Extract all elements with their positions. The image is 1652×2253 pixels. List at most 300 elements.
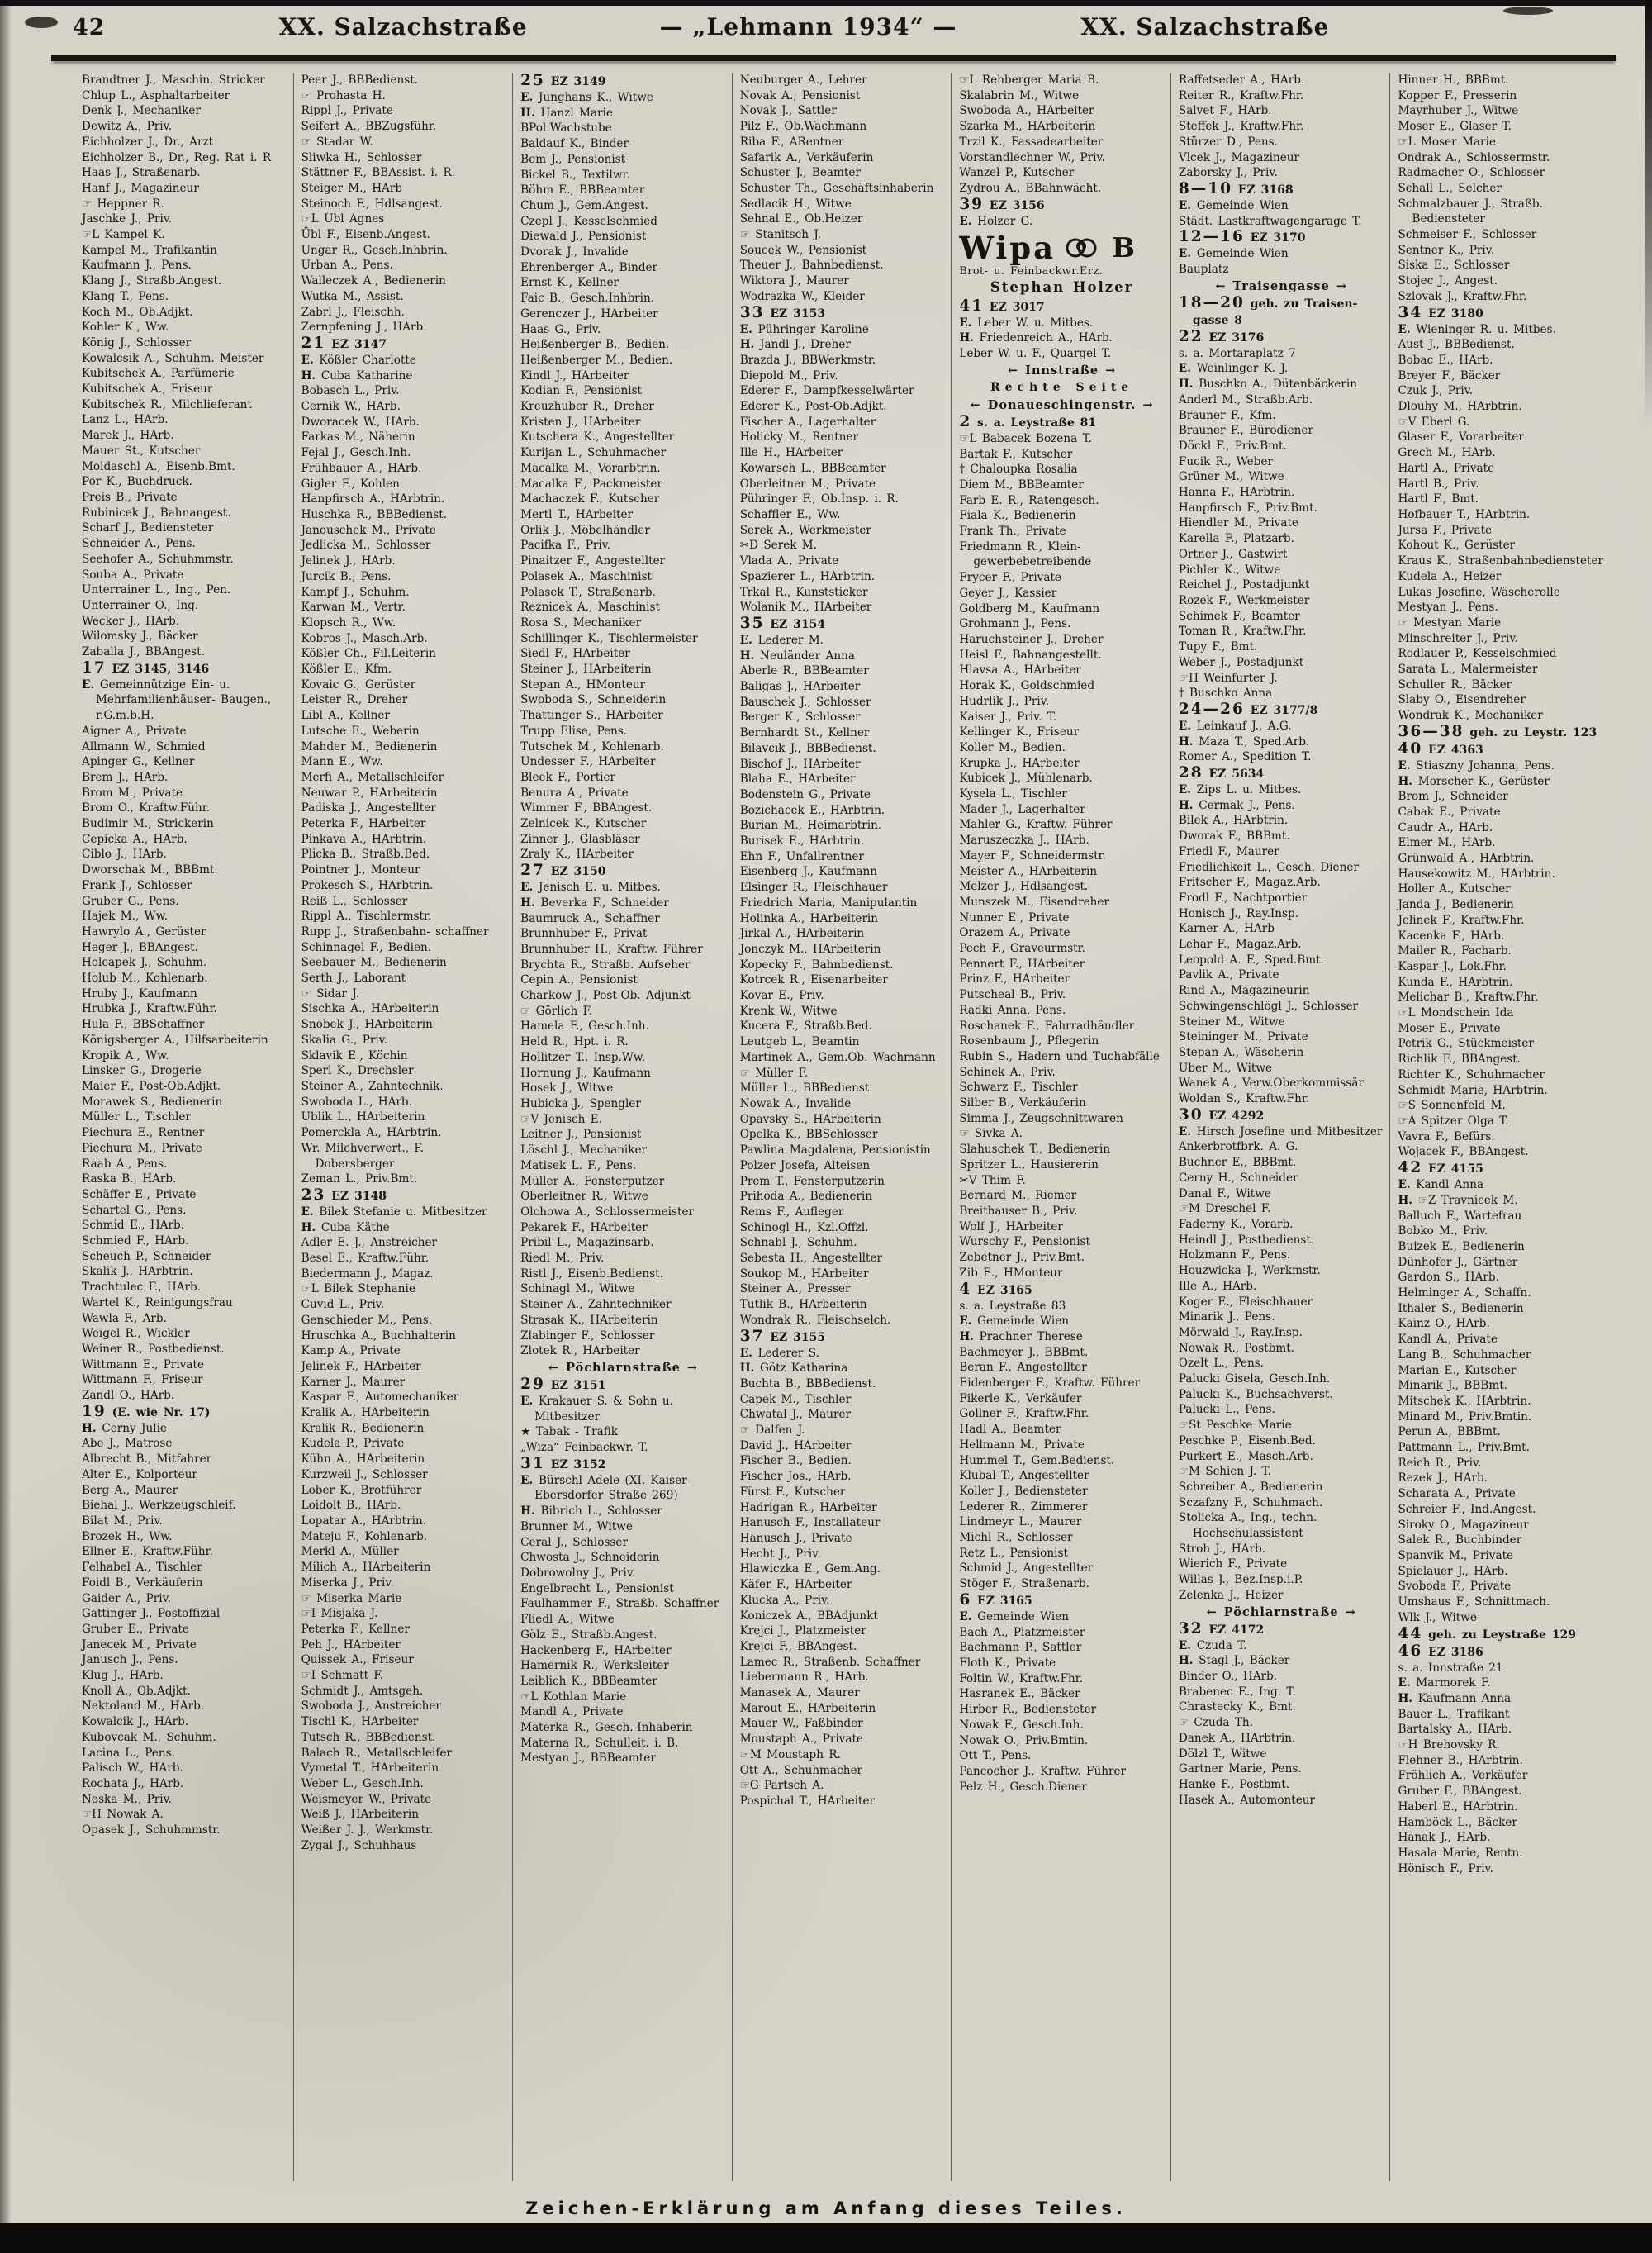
- directory-entry: Rubin S., Hadern und Tuchabfälle: [959, 1049, 1160, 1063]
- directory-entry: Jonczyk M., HArbeiterin: [739, 942, 881, 956]
- house-number: 27: [520, 862, 545, 880]
- directory-entry: Kößler Ch., Fil.Leiterin: [301, 647, 436, 661]
- directory-entry: Krejci J., Platzmeister: [739, 1624, 866, 1638]
- directory-entry: Tutschek M., Kohlenarb.: [520, 739, 664, 753]
- directory-entry: Hlawiczka E., Gem.Ang.: [739, 1562, 881, 1576]
- owner-tenant-marker: H.: [1398, 1691, 1418, 1705]
- directory-entry: Frühbauer A., HArb.: [301, 461, 422, 475]
- side-heading: Rechte Seite: [990, 380, 1134, 394]
- directory-entry: Kampf J., Schuhm.: [301, 585, 410, 599]
- directory-entry: Schartel G., Pens.: [82, 1203, 187, 1217]
- directory-entry: Mann E., Ww.: [301, 755, 383, 769]
- directory-entry: Weißer J. J., Werkmstr.: [301, 1823, 434, 1837]
- directory-entry: Houzwicka J., Werkmstr.: [1178, 1264, 1321, 1278]
- directory-entry: Maier F., Post-Ob.Adjkt.: [82, 1080, 221, 1093]
- directory-entry: Vymetal T., HArbeiterin: [301, 1761, 439, 1775]
- house-number-entry: 12—16 EZ 3170: [1178, 228, 1306, 246]
- directory-entry: Holcapek J., Schuhm.: [82, 956, 207, 970]
- house-number: 35: [739, 614, 765, 632]
- directory-entry: Ott T., Pens.: [959, 1749, 1032, 1763]
- directory-entry: Hecht J., Priv.: [739, 1547, 821, 1561]
- directory-entry: ☞M Schien J. T.: [1178, 1465, 1271, 1479]
- directory-entry: Alter E., Kolporteur: [82, 1467, 197, 1481]
- directory-entry: Foidl B., Verkäuferin: [82, 1576, 203, 1590]
- directory-entry: Siroky O., Magazineur: [1398, 1518, 1529, 1532]
- owner-tenant-marker: H.: [82, 1421, 102, 1435]
- directory-entry: Opelka K., BBSchlosser: [739, 1128, 878, 1142]
- owner-tenant-marker: E.: [520, 1473, 539, 1487]
- directory-entry: Kaspar J., Lok.Fhr.: [1398, 959, 1507, 973]
- directory-entry: Hanusch J., Private: [739, 1531, 852, 1545]
- directory-entry: Unterrainer L., Ing., Pen.: [82, 583, 231, 597]
- owner-tenant-marker: E.: [1178, 783, 1197, 797]
- directory-entry: Reich R., Priv.: [1398, 1456, 1482, 1470]
- directory-entry: Kohout K., Gerüster: [1398, 539, 1516, 553]
- directory-entry: Elmer M., HArb.: [1398, 836, 1496, 850]
- directory-entry: Moustaph A., Private: [739, 1733, 863, 1747]
- directory-entry: Käfer F., HArbeiter: [739, 1578, 852, 1592]
- directory-entry: Hula F., BBSchaffner: [82, 1018, 205, 1032]
- house-number-entry: 36—38 geh. zu Leystr. 123: [1398, 722, 1597, 740]
- directory-entry: Schuster J., Beamter: [739, 166, 861, 180]
- directory-entry: Lindmeyr L., Maurer: [959, 1515, 1082, 1529]
- owner-tenant-marker: E.: [1178, 198, 1197, 212]
- directory-entry: Vavra F., Befürs.: [1398, 1129, 1495, 1143]
- directory-entry: Hartl A., Private: [1398, 461, 1495, 475]
- directory-entry: Lederer R., Zimmerer: [959, 1500, 1088, 1514]
- directory-entry: Mateju F., Kohlenarb.: [301, 1529, 428, 1543]
- directory-entry: Gollner F., Kraftw.Fhr.: [959, 1407, 1089, 1421]
- directory-entry: Goldberg M., Kaufmann: [959, 601, 1100, 616]
- directory-entry: Wartel K., Reinigungsfrau: [82, 1295, 233, 1309]
- directory-entry: Friedl F., Maurer: [1178, 844, 1279, 858]
- directory-entry: Diem M., BBBeamter: [959, 478, 1084, 492]
- directory-entry: Hawrylo A., Gerüster: [82, 924, 206, 939]
- directory-entry: Ille A., HArb.: [1178, 1279, 1257, 1293]
- directory-entry: Trzil K., Fassadearbeiter: [959, 135, 1104, 149]
- directory-entry: Kubitschek A., Parfümerie: [82, 367, 235, 381]
- directory-entry: Hubicka J., Spengler: [520, 1097, 641, 1110]
- directory-entry: Brom O., Kraftw.Führ.: [82, 801, 211, 815]
- owner-tenant-marker: H.: [739, 1362, 761, 1376]
- directory-entry: Undesser F., HArbeiter: [520, 755, 656, 769]
- directory-entry: Brom M., Private: [82, 786, 183, 800]
- directory-entry: König J., Schlosser: [82, 335, 192, 349]
- directory-entry: Pinkava A., HArbtrin.: [301, 832, 427, 846]
- directory-entry: Hanna F., HArbtrin.: [1178, 486, 1295, 500]
- directory-entry: Mader J., Lagerhalter: [959, 802, 1085, 816]
- directory-entry: Burian M., Heimarbtrin.: [739, 819, 882, 833]
- directory-entry: Sischka A., HArbeiterin: [301, 1002, 439, 1016]
- directory-entry: Bodenstein G., Private: [739, 787, 871, 801]
- directory-entry: Palisch W., HArb.: [82, 1761, 183, 1775]
- directory-entry: Schmid E., HArb.: [82, 1219, 185, 1233]
- directory-entry: Stojec J., Angest.: [1398, 274, 1498, 288]
- directory-entry: Holzmann F., Pens.: [1178, 1248, 1291, 1262]
- directory-entry: Farb E. R., Ratengesch.: [959, 493, 1099, 507]
- directory-entry: Souba A., Private: [82, 568, 184, 582]
- directory-entry: Mahler G., Kraftw. Führer: [959, 818, 1113, 832]
- directory-entry: Czepl J., Kesselschmied: [520, 214, 657, 228]
- directory-entry: Merkl A., Müller: [301, 1545, 399, 1559]
- directory-entry: ☞H Nowak A.: [82, 1808, 164, 1822]
- directory-entry: H. Stagl J., Bäcker: [1178, 1654, 1290, 1668]
- directory-entry: Brychta R., Straßb. Aufseher: [520, 958, 691, 972]
- house-number: 18—20: [1178, 293, 1245, 311]
- house-number: 33: [739, 303, 765, 321]
- directory-entry: Koger E., Fleischhauer: [1178, 1295, 1313, 1309]
- directory-entry: Janusch J., Pens.: [82, 1653, 178, 1667]
- directory-entry: Jirkal A., HArbeiterin: [739, 927, 865, 941]
- directory-entry: Svoboda F., Private: [1398, 1580, 1512, 1594]
- directory-entry: Besel E., Kraftw.Führ.: [301, 1252, 430, 1266]
- directory-entry: E. Lederer M.: [739, 633, 824, 647]
- directory-entry: ☞ Heppner R.: [82, 197, 164, 211]
- directory-entry: Kralik R., Bedienerin: [301, 1421, 425, 1435]
- directory-entry: Friedmann R., Kleingewerbebetreibende: [959, 539, 1092, 569]
- directory-entry: Peterka F., Kellner: [301, 1622, 410, 1636]
- directory-entry: ☞ Prohasta H.: [301, 88, 386, 102]
- directory-entry: Radki Anna, Pens.: [959, 1003, 1066, 1017]
- directory-entry: Dworacek W., HArb.: [301, 415, 420, 429]
- directory-entry: Polzer Josefa, Alteisen: [739, 1158, 871, 1172]
- directory-entry: Hinner H., BBBmt.: [1398, 74, 1509, 87]
- directory-entry: Kowalcsik A., Schuhm. Meister: [82, 351, 264, 365]
- directory-entry: Pavlik A., Private: [1178, 968, 1279, 982]
- house-number-entry: 25 EZ 3149: [520, 73, 606, 89]
- directory-entry: Slaby O., Eisendreher: [1398, 693, 1526, 707]
- directory-entry: Umshaus F., Schnittmach.: [1398, 1595, 1550, 1609]
- directory-entry: Wolf J., HArbeiter: [959, 1219, 1063, 1233]
- directory-entry: Stürzer D., Pens.: [1178, 135, 1278, 149]
- directory-entry: Hanak J., HArb.: [1398, 1831, 1491, 1845]
- directory-entry: Haruchsteiner J., Dreher: [959, 632, 1104, 646]
- directory-entry: Lopatar A., HArbtrin.: [301, 1514, 427, 1528]
- directory-entry: Kurijan L., Schuhmacher: [520, 446, 667, 460]
- directory-entry: Nunner E., Private: [959, 910, 1070, 924]
- house-number: 34: [1398, 303, 1423, 321]
- directory-entry: E. Jenisch E. u. Mitbes.: [520, 881, 661, 895]
- directory-entry: Heindl J., Postbedienst.: [1178, 1233, 1315, 1247]
- directory-entry: Wolanik M., HArbeiter: [739, 601, 872, 615]
- directory-entry: Mitschek K., HArbtrin.: [1398, 1394, 1531, 1408]
- street-crossref: ← Innstraße →: [1007, 363, 1117, 378]
- owner-tenant-marker: E.: [301, 1205, 320, 1219]
- directory-entry: Fischer A., Lagerhalter: [739, 415, 876, 429]
- directory-entry: Minarik J., Pens.: [1178, 1310, 1275, 1324]
- directory-entry: Janda J., Bedienerin: [1398, 898, 1514, 912]
- directory-entry: Kubovcak M., Schuhm.: [82, 1730, 216, 1744]
- directory-entry: Gruber G., Pens.: [82, 894, 179, 908]
- directory-entry: Bilek A., HArbtrin.: [1178, 814, 1289, 828]
- directory-entry: E. Gemeinde Wien: [1178, 198, 1289, 212]
- directory-entry: Grohmann J., Pens.: [959, 617, 1071, 631]
- directory-entry: Hosek J., Witwe: [520, 1081, 614, 1096]
- directory-entry: Merfi A., Metallschleifer: [301, 770, 444, 784]
- owner-tenant-marker: E.: [520, 881, 539, 895]
- directory-entry: Matisek L. F., Pens.: [520, 1158, 637, 1172]
- directory-entry: Gruber E., Private: [82, 1622, 189, 1636]
- directory-entry: Hlavsa A., HArbeiter: [959, 663, 1081, 677]
- directory-entry: Salek R., Buchbinder: [1398, 1533, 1522, 1547]
- directory-entry: Rubinicek J., Bahnangest.: [82, 506, 231, 520]
- directory-entry: Städt. Lastkraftwagengarage T.: [1178, 214, 1362, 228]
- directory-entry: Fürst F., Kutscher: [739, 1485, 846, 1499]
- scan-edge-right: [1645, 0, 1652, 430]
- directory-entry: Kobros J., Masch.Arb.: [301, 631, 428, 645]
- directory-entry: H. ☞Z Travnicek M.: [1398, 1193, 1518, 1207]
- directory-entry: Kaufmann J., Pens.: [82, 259, 192, 273]
- directory-entry: Hadrigan R., HArbeiter: [739, 1500, 877, 1514]
- directory-entry: Kowarsch L., BBBeamter: [739, 461, 886, 475]
- directory-entry: Stroh J., HArb.: [1178, 1542, 1265, 1556]
- directory-entry: Kodian F., Pensionist: [520, 384, 643, 398]
- directory-entry: Eisenberg J., Kaufmann: [739, 865, 877, 879]
- directory-entry: Ungar R., Gesch.Inhbrin.: [301, 243, 448, 257]
- directory-entry: Krejci F., BBAngest.: [739, 1639, 857, 1653]
- house-number-entry: 8—10 EZ 3168: [1178, 179, 1294, 197]
- directory-entry: Prokesch S., HArbtrin.: [301, 878, 434, 892]
- directory-entry: Glaser F., Vorarbeiter: [1398, 430, 1524, 444]
- directory-entry: Horak K., Goldschmied: [959, 679, 1095, 693]
- house-number: 24—26: [1178, 700, 1245, 718]
- owner-tenant-marker: H.: [959, 1329, 980, 1343]
- directory-entry: Kovaic G., Gerüster: [301, 677, 416, 692]
- directory-entry: Leitner J., Pensionist: [520, 1128, 642, 1142]
- directory-entry: Lehar F., Magaz.Arb.: [1178, 938, 1302, 952]
- pretzel-logo-icon: [1062, 235, 1105, 260]
- directory-entry: Vlcek J., Magazineur: [1178, 150, 1300, 164]
- directory-entry: Swoboda J., Anstreicher: [301, 1699, 441, 1714]
- directory-entry: Friedlichkeit L., Gesch. Diener: [1178, 860, 1359, 874]
- directory-entry: Wanzel P., Kutscher: [959, 166, 1075, 180]
- directory-entry: Faulhammer F., Straßb. Schaffner: [520, 1597, 719, 1611]
- house-number-entry: 35 EZ 3154: [739, 614, 826, 632]
- directory-entry: Holinka A., HArbeiterin: [739, 911, 879, 925]
- directory-entry: Zygal J., Schuhhaus: [301, 1838, 417, 1852]
- directory-entry: Bachmeyer J., BBBmt.: [959, 1345, 1089, 1359]
- directory-entry: H. Kaufmann Anna: [1398, 1691, 1512, 1705]
- directory-entry: † Chaloupka Rosalia: [959, 463, 1078, 477]
- directory-entry: Szlovak J., Kraftw.Fhr.: [1398, 289, 1527, 303]
- directory-entry: Ristl J., Eisenb.Bedienst.: [520, 1267, 663, 1281]
- directory-entry: Nowak R., Postbmt.: [1178, 1341, 1295, 1355]
- directory-entry: Peh J., HArbeiter: [301, 1637, 401, 1652]
- directory-entry: Schuller R., Bäcker: [1398, 677, 1512, 692]
- directory-entry: Böhm E., BBBeamter: [520, 183, 645, 197]
- directory-entry: Dünhofer J., Gärtner: [1398, 1255, 1518, 1269]
- scan-smudge: [25, 17, 58, 28]
- directory-columns: [74, 73, 1609, 2181]
- directory-entry: Wojacek F., BBAngest.: [1398, 1145, 1529, 1159]
- directory-entry: Wodrazka W., Kleider: [739, 289, 865, 303]
- directory-entry: ☞ Stanitsch J.: [739, 228, 822, 242]
- directory-entry: Michl R., Schlosser: [959, 1531, 1073, 1545]
- directory-entry: ☞St Peschke Marie: [1178, 1419, 1292, 1433]
- directory-entry: Scheuch P., Schneider: [82, 1249, 211, 1263]
- house-number: 28: [1178, 764, 1203, 782]
- directory-entry: Cabak E., Private: [1398, 805, 1501, 819]
- house-number-entry: 46 EZ 3186: [1398, 1642, 1483, 1660]
- directory-entry: Ederer K., Post-Ob.Adjkt.: [739, 400, 887, 414]
- directory-entry: ☞V Jenisch E.: [520, 1112, 602, 1126]
- directory-entry: Cuvid L., Priv.: [301, 1298, 385, 1312]
- directory-entry: Hummel T., Gem.Bedienst.: [959, 1453, 1115, 1467]
- directory-entry: Mauer St., Kutscher: [82, 444, 201, 458]
- directory-entry: E. Hirsch Josefine und Mitbesitzer: [1178, 1124, 1383, 1138]
- directory-entry: ☞ Dalfen J.: [739, 1424, 805, 1438]
- directory-entry: ☞L Kampel K.: [82, 228, 165, 242]
- directory-entry: Lukas Josefine, Wäscherolle: [1398, 585, 1560, 599]
- directory-entry: Aust J., BBBedienst.: [1398, 338, 1515, 352]
- directory-entry: Marian E., Kutscher: [1398, 1363, 1517, 1377]
- house-number: 32: [1178, 1619, 1203, 1637]
- directory-entry: Ellner E., Kraftw.Führ.: [82, 1545, 213, 1559]
- directory-entry: Kubicek J., Mühlenarb.: [959, 772, 1093, 786]
- directory-entry: Woldan S., Kraftw.Fhr.: [1178, 1092, 1310, 1106]
- directory-entry: Bobasch L., Priv.: [301, 384, 400, 398]
- directory-entry: ☞M Moustaph R.: [739, 1747, 841, 1761]
- directory-entry: Vorstandlechner W., Priv.: [959, 150, 1105, 164]
- header-street-left: XX. Salzachstraße: [278, 13, 528, 40]
- directory-entry: E. Holzer G.: [959, 214, 1033, 228]
- directory-entry: s. a. Mortaraplatz 7: [1178, 346, 1296, 360]
- directory-entry: Bauschek J., Schlosser: [739, 695, 871, 709]
- directory-entry: Sczafzny F., Schuhmach.: [1178, 1495, 1323, 1509]
- directory-entry: Rems F., Aufleger: [739, 1205, 844, 1219]
- directory-entry: Hollitzer T., Insp.Ww.: [520, 1050, 646, 1064]
- owner-tenant-marker: E.: [82, 677, 100, 692]
- directory-entry: Lamec R., Straßenb. Schaffner: [739, 1655, 921, 1669]
- directory-entry: Thattinger S., HArbeiter: [520, 709, 663, 723]
- directory-entry: Safarik A., Verkäuferin: [739, 150, 874, 164]
- page-number: 42: [73, 15, 106, 40]
- directory-entry: Toman R., Kraftw.Fhr.: [1178, 625, 1307, 639]
- owner-tenant-marker: E.: [520, 1394, 539, 1408]
- directory-entry: Löschl J., Mechaniker: [520, 1143, 648, 1157]
- directory-entry: Hasala Marie, Rentn.: [1398, 1846, 1523, 1860]
- directory-entry: Schreiber A., Bedienerin: [1178, 1480, 1323, 1494]
- directory-entry: Pospichal T., HArbeiter: [739, 1794, 875, 1808]
- house-number: 46: [1398, 1642, 1423, 1660]
- directory-entry: Stepan A., HMonteur: [520, 677, 646, 692]
- footer-note: Zeichen-Erklärung am Anfang dieses Teiles.: [525, 2198, 1127, 2218]
- directory-entry: Rupp J., Straßenbahn- schaffner: [301, 924, 489, 939]
- directory-entry: Bleek F., Portier: [520, 770, 616, 784]
- directory-entry: ☞L Babacek Bozena T.: [959, 431, 1092, 445]
- directory-entry: Hönisch F., Priv.: [1398, 1861, 1493, 1875]
- scan-edge-bottom: [0, 2223, 1652, 2253]
- directory-entry: E. Leinkauf J., A.G.: [1178, 719, 1292, 733]
- directory-entry: ☞ Görlich F.: [520, 1004, 593, 1018]
- directory-entry: Wecker J., HArb.: [82, 614, 180, 628]
- directory-entry: Seebauer M., Bedienerin: [301, 956, 447, 970]
- directory-entry: Koller M., Bedien.: [959, 740, 1066, 754]
- directory-entry: Biedermann J., Magaz.: [301, 1267, 434, 1281]
- directory-entry: Kudela P., Private: [301, 1437, 405, 1451]
- directory-entry: Karner A., HArb: [1178, 922, 1275, 936]
- directory-entry: Ehrenberger A., Binder: [520, 260, 658, 274]
- directory-entry: Weigel R., Wickler: [82, 1327, 190, 1341]
- directory-entry: Morawek S., Bedienerin: [82, 1095, 223, 1109]
- directory-entry: Brunnhuber H., Kraftw. Führer: [520, 942, 703, 956]
- directory-entry: Simma J., Zeugschnittwaren: [959, 1111, 1123, 1125]
- house-number-entry: 37 EZ 3155: [739, 1327, 826, 1345]
- directory-entry: Eidenberger F., Kraftw. Führer: [959, 1376, 1141, 1390]
- owner-tenant-marker: E.: [959, 1314, 978, 1329]
- directory-entry: Mörwald J., Ray.Insp.: [1178, 1325, 1303, 1339]
- directory-entry: Hanpfirsch F., Priv.Bmt.: [1178, 501, 1317, 515]
- directory-entry: Grüner M., Witwe: [1178, 470, 1284, 484]
- directory-entry: Hanke F., Postbmt.: [1178, 1777, 1290, 1791]
- directory-entry: Hajek M., Ww.: [82, 910, 168, 924]
- directory-entry: Orlik J., Möbelhändler: [520, 523, 650, 537]
- directory-entry: Roschanek F., Fahrradhändler: [959, 1019, 1135, 1033]
- directory-entry: ☞L Kothlan Marie: [520, 1690, 627, 1704]
- directory-column: [952, 73, 1171, 2181]
- directory-entry: Hartl B., Priv.: [1398, 477, 1479, 491]
- house-number: 30: [1178, 1105, 1203, 1124]
- directory-entry: Stepan A., Wäscherin: [1178, 1045, 1304, 1059]
- house-number-entry: 2 s. a. Leystraße 81: [959, 412, 1097, 430]
- directory-entry: Steinoch F., Hdlsangest.: [301, 197, 443, 211]
- directory-entry: Mandl A., Private: [520, 1705, 624, 1719]
- directory-entry: E. Gemeinde Wien: [1178, 247, 1289, 261]
- directory-entry: Foltin W., Kraftw.Fhr.: [959, 1671, 1084, 1685]
- directory-entry: Palucki L., Pens.: [1178, 1403, 1275, 1417]
- directory-entry: Spazierer L., HArbtrin.: [739, 569, 876, 583]
- house-number-entry: 40 EZ 4363: [1398, 739, 1483, 758]
- house-number-entry: 41 EZ 3017: [959, 297, 1045, 315]
- directory-entry: Denk J., Mechaniker: [82, 104, 201, 118]
- directory-entry: Chwosta J., Schneiderin: [520, 1551, 660, 1565]
- owner-tenant-marker: E.: [739, 322, 758, 336]
- directory-entry: Dölzl T., Witwe: [1178, 1747, 1267, 1761]
- directory-entry: Sehnal E., Ob.Heizer: [739, 212, 863, 226]
- house-number-entry: 27 EZ 3150: [520, 862, 606, 880]
- directory-entry: Koller J., Bediensteter: [959, 1484, 1088, 1498]
- directory-entry: Sperl K., Drechsler: [301, 1064, 414, 1078]
- directory-entry: Anderl M., Straßb.Arb.: [1178, 392, 1313, 406]
- house-number: 21: [301, 334, 326, 352]
- directory-entry: Pattmann L., Priv.Bmt.: [1398, 1441, 1530, 1455]
- directory-entry: Müller A., Fensterputzer: [520, 1174, 665, 1188]
- directory-entry: Friedrich Maria, Manipulantin: [739, 896, 918, 910]
- directory-entry: Wondrak R., Fleischselch.: [739, 1313, 891, 1327]
- directory-entry: Ozelt L., Pens.: [1178, 1357, 1264, 1371]
- directory-entry: Radmacher O., Schlosser: [1398, 166, 1545, 180]
- directory-entry: Albrecht B., Mitfahrer: [82, 1452, 212, 1466]
- directory-entry: Fliedl A., Witwe: [520, 1613, 615, 1627]
- directory-entry: Koch M., Ob.Adjkt.: [82, 305, 193, 319]
- directory-entry: Charkow J., Post-Ob. Adjunkt: [520, 989, 691, 1003]
- directory-entry: Bauplatz: [1178, 263, 1229, 277]
- directory-entry: Stöger F., Straßenarb.: [959, 1577, 1089, 1591]
- directory-entry: † Buschko Anna: [1178, 687, 1273, 701]
- directory-entry: Willas J., Bez.Insp.i.P.: [1178, 1573, 1303, 1587]
- directory-entry: Zandl O., HArb.: [82, 1389, 175, 1403]
- directory-entry: Brazda J., BBWerkmstr.: [739, 353, 876, 367]
- directory-entry: Pawlina Magdalena, Pensionistin: [739, 1143, 931, 1157]
- directory-entry: Kurzweil J., Schlosser: [301, 1467, 428, 1481]
- directory-entry: Rind A., Magazineurin: [1178, 984, 1310, 998]
- directory-entry: Kutschera K., Angestellter: [520, 430, 675, 444]
- directory-entry: Gölz E., Straßb.Angest.: [520, 1628, 657, 1642]
- directory-entry: Bickel B., Textilwr.: [520, 168, 630, 182]
- directory-entry: Brabenec E., Ing. T.: [1178, 1685, 1296, 1699]
- directory-entry: Aberle R., BBBeamter: [739, 664, 869, 678]
- owner-tenant-marker: H.: [1178, 1654, 1199, 1668]
